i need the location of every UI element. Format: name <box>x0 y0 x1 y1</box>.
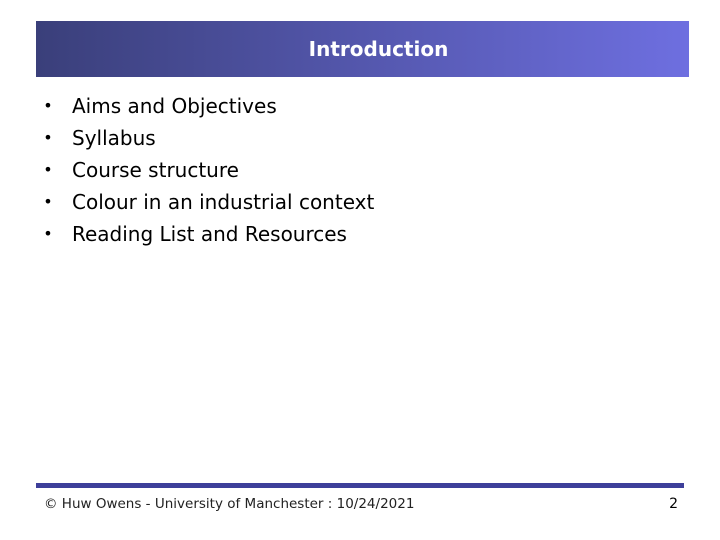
bullet-item <box>42 122 374 154</box>
title-bar <box>36 21 689 77</box>
footer-text: © Huw Owens - University of Manchester : 10/24/2021 <box>44 496 415 512</box>
bullet-text: Reading List and Resources <box>72 222 347 246</box>
bullet-text: Aims and Objectives <box>72 94 277 118</box>
bullet-item <box>42 186 374 218</box>
bullet-dot: • <box>43 96 53 115</box>
bullet-item <box>42 218 374 250</box>
bullet-text: Colour in an industrial context <box>72 190 375 214</box>
bullet-text: Syllabus <box>72 126 156 150</box>
footer-divider <box>36 483 684 488</box>
bullet-dot: • <box>43 224 53 243</box>
bullet-text: Course structure <box>72 158 239 182</box>
bullet-dot: • <box>43 192 53 211</box>
bullet-list <box>42 90 374 250</box>
bullet-dot: • <box>43 160 53 179</box>
bullet-item <box>42 90 374 122</box>
page-number: 2 <box>669 496 678 512</box>
slide-title: Introduction <box>308 37 449 61</box>
bullet-dot: • <box>43 128 53 147</box>
bullet-item <box>42 154 374 186</box>
